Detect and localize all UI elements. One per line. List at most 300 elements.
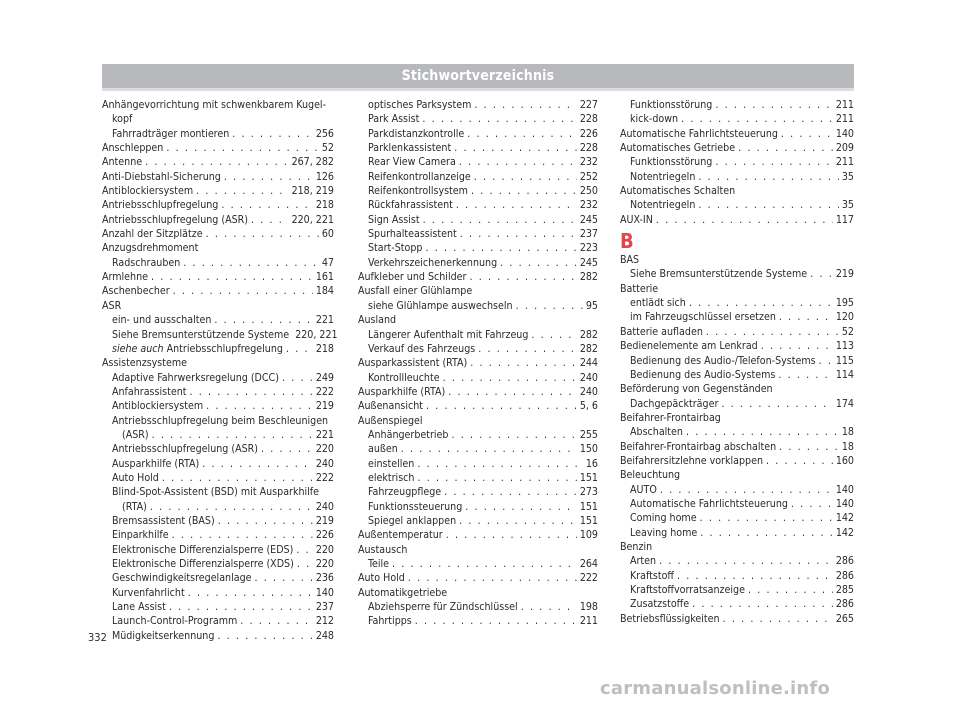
index-heading: Beifahrer-Frontairbag [620,411,721,424]
index-entry [102,328,338,342]
index-entry-page: 109 [579,529,598,542]
dot-leader [698,170,839,184]
index-entry-term: AUTO [630,483,657,496]
index-entry-page: 237 [315,601,334,614]
index-entry-term: Reifenkontrollsystem [368,185,468,198]
index-entry [620,597,854,611]
dot-leader [460,227,577,241]
dot-leader [255,571,313,585]
index-entry-page: 35 [841,199,854,212]
index-entry [102,284,334,298]
index-entry-term: Antiblockiersystem [102,185,194,198]
index-entry-page: 249 [315,371,334,384]
index-entry [102,342,334,356]
index-entry [620,397,854,411]
index-entry-term: Fahrtipps [368,615,412,628]
index-entry-term: Außenansicht [358,400,423,413]
index-entry [358,471,598,485]
index-entry [102,399,334,413]
index-entry-page: 140 [315,586,334,599]
index-entry-page: 222 [579,572,598,585]
index-entry-term: Parklenkassistent [368,142,452,155]
dot-leader [474,98,576,112]
index-entry-term: Anfahrassistent [112,385,187,398]
index-entry [102,385,334,399]
dot-leader [715,98,833,112]
index-entry-term: AUX-IN [620,213,653,226]
index-entry-term: Arten [630,555,657,568]
dot-leader [516,299,583,313]
index-entry-page: 220, 221 [295,328,338,341]
dot-leader [656,213,833,227]
index-entry-page: 222 [315,385,334,398]
index-entry-page: 232 [579,156,598,169]
index-entry [620,155,854,169]
dot-leader [152,428,313,442]
dot-leader [689,296,833,310]
index-entry-page: 211 [835,113,854,126]
index-entry-page: 286 [835,569,854,582]
index-entry-page: 18 [841,426,854,439]
index-entry-term: Abschalten [630,426,683,439]
index-entry-page: 47 [321,256,334,269]
dot-leader [686,425,839,439]
index-entry-page: 282 [579,271,598,284]
index-entry-page: 211 [579,615,598,628]
index-entry-page: 160 [835,454,854,467]
index-entry [620,310,854,324]
dot-leader [286,342,313,356]
index-entry-page: 255 [579,428,598,441]
index-entry [358,557,598,571]
index-heading: Beförderung von Gegenständen [620,383,773,396]
dot-leader [721,397,832,411]
index-entry [620,440,854,454]
dot-leader [700,511,833,525]
index-entry-term: elektrisch [368,471,415,484]
dot-leader [748,583,833,597]
index-entry-page: 219 [315,514,334,527]
dot-leader [659,554,833,568]
index-entry [358,614,598,628]
index-entry [620,483,854,497]
index-entry-page: 250 [579,185,598,198]
index-entry-term: Einparkhilfe [112,529,169,542]
index-heading: Beleuchtung [620,469,681,482]
index-entry [358,184,598,198]
index-entry-term: Kontrollleuchte [368,371,440,384]
dot-leader [791,497,833,511]
dot-leader [500,256,577,270]
index-entry-page: 52 [841,325,854,338]
index-entry-page: 142 [835,512,854,525]
index-entry-page: 244 [579,357,598,370]
index-group-b [620,253,854,626]
index-entry [358,571,598,585]
index-heading: Assistenzsysteme [102,357,188,370]
dot-leader [451,428,576,442]
dot-leader [446,528,577,542]
index-entry-term: ein- und ausschalten [112,314,212,327]
index-entry [102,514,334,528]
dot-leader [698,198,839,212]
index-entry-page: 236 [315,572,334,585]
index-entry-term: Bremsassistent (BAS) [112,514,215,527]
index-entry [358,155,598,169]
index-entry-term: Bedienung des Audio-/Telefon-Systems [630,354,816,367]
index-entry-term: Elektronische Differenzialsperre (EDS) [112,543,294,556]
dot-leader [214,313,312,327]
index-entry-page: 219 [835,268,854,281]
index-entry-page: 151 [579,500,598,513]
index-entry-term: Anti-Diebstahl-Sicherung [102,170,221,183]
index-entry-page: 245 [579,256,598,269]
index-entry [620,511,854,525]
index-entry-page: 240 [315,500,334,513]
index-entry-term: Geschwindigkeitsregelanlage [112,572,252,585]
index-entry [358,256,598,270]
index-entry [620,354,854,368]
dot-leader [474,170,577,184]
index-entry-page: 142 [835,526,854,539]
index-entry [102,155,334,169]
index-entry-page: 218 [315,342,334,355]
dot-leader [417,471,576,485]
dot-leader [173,284,313,298]
index-entry [102,442,334,456]
dot-leader [145,155,288,169]
dot-leader [681,112,833,126]
index-entry [358,514,598,528]
index-entry [358,600,598,614]
index-entry-term: Park Assist [368,113,420,126]
index-entry [102,270,334,284]
index-entry [358,170,598,184]
index-entry-term: Antriebsschlupfregelung (ASR) [112,443,258,456]
index-entry-page: 212 [315,615,334,628]
dot-leader [240,614,313,628]
index-entry [358,328,598,342]
index-entry-page: 220 [315,558,334,570]
dot-leader [224,170,313,184]
index-entry-term: Kurvenfahrlicht [112,586,185,599]
index-entry [620,526,854,540]
index-heading: Austausch [358,543,408,556]
index-entry-term: Batterie aufladen [620,325,703,338]
dot-leader [232,127,313,141]
index-entry-term: Zusatzstoffe [630,598,690,611]
dot-leader [723,612,833,626]
index-entry-page: 5, 6 [579,400,598,413]
index-entry-term: Launch-Control-Programm [112,615,238,628]
dot-leader [217,629,312,643]
index-entry-page: 114 [835,368,854,381]
index-entry-page: 220 [315,443,334,456]
index-heading: kopf [112,113,133,126]
index-entry [358,98,598,112]
dot-leader [521,600,577,614]
index-heading: ASR [102,299,122,312]
index-entry [102,170,334,184]
index-group-a-end [620,98,854,227]
index-entry-term: Betriebsflüssigkeiten [620,612,720,625]
index-entry-term: Dachgepäckträger [630,397,719,410]
index-entry-term: Antriebsschlupfregelung [102,199,219,212]
dot-leader [692,597,833,611]
index-entry-term: Rückfahrassistent [368,199,453,212]
index-entry-term: Notentriegeln [630,199,696,212]
index-entry-page: 220, 221 [291,213,334,226]
index-entry-term: Aschenbecher [102,285,170,298]
index-entry [358,356,598,370]
index-heading: Anzugsdrehmoment [102,242,199,255]
index-entry-term: Start-Stopp [368,242,423,255]
index-entry-term: Auto Hold [358,572,405,585]
index-entry-page: 273 [579,486,598,499]
index-entry-page: 248 [315,629,334,642]
index-entry-page: 252 [579,170,598,183]
index-entry [102,313,334,327]
index-entry-term: Funktionssteuerung [368,500,463,513]
index-entry [358,270,598,284]
dot-leader [778,368,832,382]
section-letter-b: B [620,229,634,254]
index-entry-term: Antriebsschlupfregelung (ASR) [102,213,248,226]
index-entry [358,141,598,155]
index-entry-term: Fahrradträger montieren [112,127,230,140]
index-entry-term: Verkehrszeichenerkennung [368,256,498,269]
index-entry-page: 221 [315,314,334,327]
index-entry [620,127,854,141]
index-entry-term: Müdigkeitserkennung [112,629,215,642]
index-entry-term: Siehe Bremsunterstützende Systeme [112,328,290,341]
index-heading: Antriebsschlupfregelung beim Beschleunigen [112,414,329,427]
index-entry-term: Bedienelemente am Lenkrad [620,340,758,353]
index-heading: Anhängevorrichtung mit schwenkbarem Kugel- [102,99,327,111]
index-entry-page: 226 [579,127,598,140]
index-entry-page: 226 [315,529,334,542]
index-entry-term: Ausparkhilfe (RTA) [358,385,446,398]
index-entry-term: Abziehsperre für Zündschlüssel [368,601,518,614]
index-entry [358,127,598,141]
index-entry-term: Armlehne [102,271,148,284]
dot-leader [706,325,839,339]
index-entry-page: 282 [579,342,598,355]
index-entry-page: 198 [579,601,598,614]
dot-leader [408,571,577,585]
dot-leader [465,500,577,514]
page-number: 332 [88,631,107,644]
index-entry [102,500,334,514]
index-entry-page: 240 [579,385,598,398]
dot-leader [251,213,289,227]
dot-leader [206,399,313,413]
dot-leader [819,354,833,368]
dot-leader [766,454,833,468]
index-entry-page: 18 [841,440,854,453]
index-entry-term: (RTA) [122,500,147,513]
dot-leader [202,457,313,471]
index-entry [102,471,334,485]
index-entry [102,543,334,557]
index-entry-term: Teile [368,558,390,570]
index-entry-term: Ausparkhilfe (RTA) [112,457,200,470]
dot-leader [459,155,577,169]
index-entry-page: 16 [585,457,598,470]
index-entry-page: 120 [835,311,854,324]
index-entry-term: Automatische Fahrlichtsteuerung [620,127,778,140]
index-entry [102,457,334,471]
dot-leader [218,514,313,528]
index-entry [358,227,598,241]
index-entry-page: 35 [841,170,854,183]
index-entry-term: Antenne [102,156,143,169]
dot-leader [443,371,577,385]
dot-leader [415,614,577,628]
dot-leader [444,485,577,499]
index-heading: Außenspiegel [358,414,423,427]
index-entry-page: 264 [579,558,598,570]
index-entry-page: 232 [579,199,598,212]
index-entry-term: entlädt sich [630,297,686,310]
index-entry [620,112,854,126]
index-entry [620,339,854,353]
index-entry [102,213,334,227]
dot-leader [282,371,313,385]
dot-leader [169,600,313,614]
index-entry [358,528,598,542]
index-entry-page: 285 [835,584,854,596]
index-column-3 [620,98,854,626]
index-entry-page: 227 [579,99,598,111]
index-entry [358,385,598,399]
index-entry-term: Ausparkassistent (RTA) [358,357,468,370]
index-entry [620,170,854,184]
index-entry [358,485,598,499]
index-entry-page: 211 [835,156,854,169]
dot-leader [189,385,312,399]
index-heading: BAS [620,254,640,267]
index-entry-term: Aufkleber und Schilder [358,271,467,284]
dot-leader [183,256,319,270]
dot-leader [677,569,833,583]
index-entry-term: (ASR) [122,428,149,441]
dot-leader [188,586,313,600]
dot-leader [469,270,576,284]
dot-leader [715,155,833,169]
index-entry-term: Lane Assist [112,601,166,614]
index-entry [620,141,854,155]
index-entry-page: 228 [579,113,598,126]
index-entry-page: 151 [579,514,598,527]
dot-leader [297,557,313,571]
index-entry [620,454,854,468]
index-entry-page: 95 [585,299,598,312]
index-entry-term: Elektronische Differenzialsperre (XDS) [112,558,294,570]
index-entry [102,141,334,155]
index-heading: Ausland [358,314,397,327]
index-entry-term: im Fahrzeugschlüssel ersetzen [630,311,776,324]
dot-leader [425,241,576,255]
dot-leader [172,528,313,542]
index-entry [102,227,334,241]
dot-leader [467,127,577,141]
index-entry-page: 195 [835,297,854,310]
index-entry [358,213,598,227]
index-entry [620,325,854,339]
index-entry-term: Parkdistanzkontrolle [368,127,465,140]
index-entry-page: 140 [835,497,854,510]
index-entry [102,371,334,385]
index-entry-page: 211 [835,99,854,111]
index-entry-term: optisches Parksystem [368,99,472,111]
index-entry [620,267,854,281]
index-heading: Benzin [620,540,653,553]
index-entry [620,98,854,112]
index-entry [102,571,334,585]
index-entry-page: 222 [315,471,334,484]
dot-leader [660,483,833,497]
index-entry-page: 140 [835,127,854,140]
index-entry [620,612,854,626]
index-entry [102,528,334,542]
dot-leader [166,141,319,155]
index-entry-page: 140 [835,483,854,496]
index-entry [102,600,334,614]
index-entry [102,198,334,212]
index-entry [358,371,598,385]
dot-leader [478,342,577,356]
dot-leader [738,141,833,155]
index-heading: Automatisches Schalten [620,185,736,198]
dot-leader [456,198,577,212]
dot-leader [779,310,833,324]
index-entry-term: Verkauf des Fahrzeugs [368,342,476,355]
dot-leader [470,356,577,370]
index-entry-page: 286 [835,555,854,568]
index-entry-term [112,342,283,356]
index-entry-term: Bedienung des Audio-Systems [630,368,776,381]
index-entry [620,368,854,382]
index-entry-term: Automatische Fahrlichtsteuerung [630,497,788,510]
index-entry-term: Spiegel anklappen [368,514,457,527]
index-entry-term: Reifenkontrollanzeige [368,170,471,183]
index-entry-term: Spurhalteassistent [368,228,457,241]
index-entry [102,614,334,628]
index-entry-term: außen [368,443,398,456]
dot-leader [459,514,577,528]
index-entry [358,112,598,126]
dot-leader [779,440,839,454]
index-entry [358,442,598,456]
index-entry-term: Auto Hold [112,471,159,484]
index-entry [358,500,598,514]
dot-leader [261,442,313,456]
index-entry-page: 150 [579,443,598,456]
index-entry-term: Beifahrer-Frontairbag abschalten [620,440,777,453]
index-entry-page: 52 [321,142,334,155]
index-entry-page: 265 [835,612,854,625]
index-entry-term: Anschleppen [102,142,164,155]
index-entry-term: Beifahrersitzlehne vorklappen [620,454,763,467]
dot-leader [196,184,288,198]
index-entry-term: Kraftstoff [630,569,674,582]
index-entry-term: Siehe Bremsunterstützende Systeme [630,268,808,281]
dot-leader [392,557,577,571]
dot-leader [781,127,833,141]
index-entry-term: Notentriegeln [630,170,696,183]
dot-leader [761,339,833,353]
